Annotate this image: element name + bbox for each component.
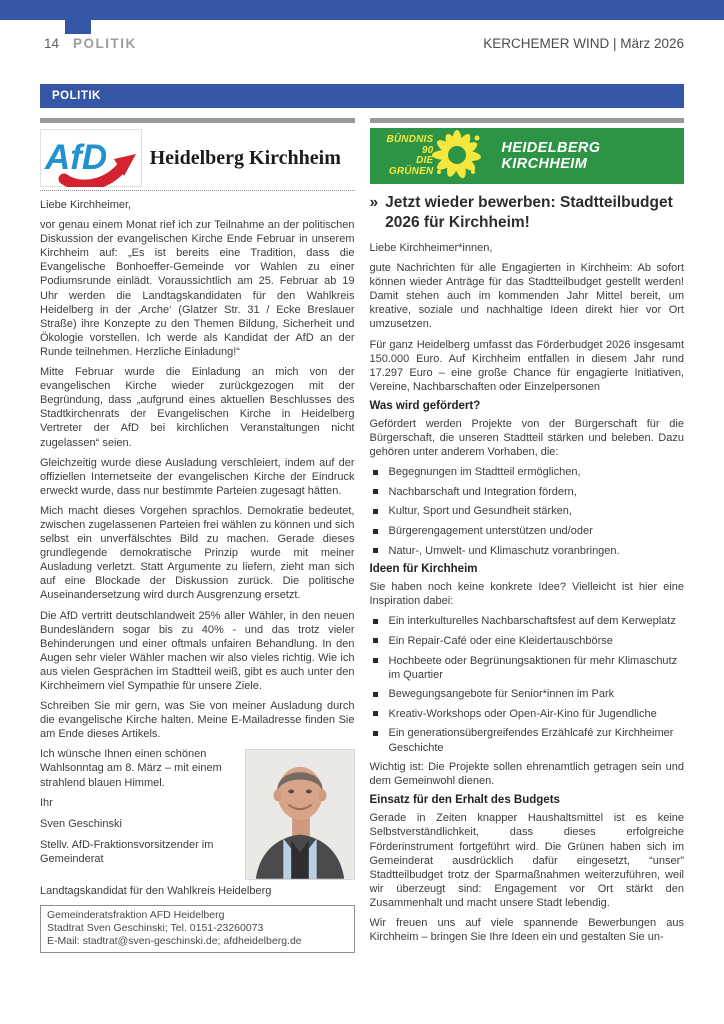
afd-paragraph: Mich macht dieses Vorgehen sprachlos. Demokratie bedeutet, zwischen zugelassenen Parteien frei wählen zu können und sich selbst ein unverfälschtes Bild zu machen. Gerade dieses grundlegende demokratische Prinzip wurde mit meiner Ausladung verletzt. Statt Argumente zu liefern, zieht man sich auf eine Blockade der Diskussion zurück. Die politische Auseinandersetzung wird durch Ausgrenzung ersetzt. [40, 504, 355, 602]
closing-salute: Ihr [40, 796, 53, 809]
top-accent-tab [65, 20, 91, 34]
gruene-salutation: Liebe Kirchheimer*innen, [369, 242, 493, 254]
gruene-paragraph: Gerade in Zeiten knapper Haushaltsmittel ist es keine Selbstverständlichkeit, dass dieses erfolgreiche Förderinstrument fortgeführt wird. Die Grünen haben sich im Gemeinderat ausdrücklich dafür eingesetzt, “unser” Stadtteilbudget trotz der Sparmaßnahmen weiterzuführen, weil wir überzeugt sind: Engagement vor Ort stärkt den Zusammenhalt und macht unsere Stadt lebendig. [369, 812, 684, 909]
page-number: 14 [44, 36, 60, 51]
square-bullet-icon [373, 692, 378, 697]
bullet-item [370, 485, 685, 499]
bullet-text: Nachbarschaft und Integration fördern, [388, 485, 577, 498]
contact-line: E-Mail: stadtrat@sven-geschinski.de; afdheidelberg.de [47, 935, 302, 948]
gruene-paragraph: Wichtig ist: Die Projekte sollen ehrenamtlich getragen sein und dem Gemeinwohl dienen. [369, 761, 684, 788]
gruene-logo [378, 128, 484, 184]
bullet-text: Ein interkulturelles Nachbarschaftsfest auf dem Kerweplatz [388, 615, 676, 628]
bullet-text: Kreativ-Workshops oder Open-Air-Kino für Jugendliche [388, 707, 657, 720]
subhead-gefoerdert: Was wird gefördert? [369, 399, 481, 412]
afd-paragraph: Mitte Februar wurde die Einladung an mich von der evangelischen Kirche wieder zurückgezogen mit der Begründung, dass „aufgrund eines aktuellen Beschlusses des Stadtkirchenrats der Evangelischen Kirche in Heidelberg Vertreter der AfD bei kirchlichen Veranstaltungen nicht zugelassen“ seien. [40, 366, 355, 449]
square-bullet-icon [373, 658, 378, 663]
bullet-list-gefoerdert [370, 465, 685, 557]
afd-paragraph: Die AfD vertritt deutschlandweit 25% aller Wähler, in den neuen Bundesländern sogar bis zu 40% - und das trotz vieler Behinderungen und einer oftmals unfairen Behandlung. In den Augen sehr vieler Wähler machen wir also vieles richtig. Wie ich aus vielen Gesprächen im Stadtteil weiß, gibt es auch unter den Kirchheimern viel Sympathie für unsere Ziele. [40, 609, 355, 692]
section-banner-label: POLITIK [52, 90, 101, 102]
gruene-banner-title: HEIDELBERG KIRCHHEIM [501, 140, 601, 172]
gruene-paragraph: Sie haben noch keine konkrete Idee? Vielleicht ist hier eine Inspiration dabei: [369, 581, 684, 608]
gruene-banner [370, 128, 685, 184]
column-rule [370, 118, 685, 123]
square-bullet-icon [373, 529, 378, 534]
author-role-2: Landtagskandidat für den Wahlkreis Heidelberg [40, 885, 272, 898]
subhead-einsatz: Einsatz für den Erhalt des Budgets [369, 794, 560, 807]
afd-article [40, 118, 355, 953]
bullet-text: Natur-, Umwelt- und Klimaschutz voranbringen. [388, 544, 620, 557]
afd-masthead-title: Heidelberg Kirchheim [149, 146, 341, 169]
square-bullet-icon [373, 619, 378, 624]
bullet-item [370, 707, 685, 721]
bullet-item [370, 504, 685, 518]
afd-logo-icon [40, 129, 142, 187]
svg-text:AfD: AfD [45, 138, 108, 177]
gruene-headline [370, 193, 685, 232]
gruene-logo-line1: BÜNDNIS 90 [386, 134, 434, 156]
gruene-article [370, 118, 685, 953]
gruene-paragraph: Wir freuen uns auf viele spannende Bewerbungen aus Kirchheim – bringen Sie Ihre Ideen ein und gestalten Sie un- [369, 916, 684, 944]
dotted-separator [40, 190, 355, 191]
bullet-item [370, 654, 685, 682]
afd-salutation: Liebe Kirchheimer, [40, 199, 132, 211]
gruene-paragraph: Gefördert werden Projekte von der Bürgerschaft für die Bürgerschaft, die unseren Stadtteil stärken und beleben. Dazu gehören unter anderem Vorhaben, die: [369, 417, 684, 459]
bullet-text: Bewegungsangebote für Senior*innen im Park [388, 688, 615, 701]
bullet-text: Hochbeete oder Begrünungsaktionen für mehr Klimaschutz im Quartier [388, 654, 678, 681]
square-bullet-icon [373, 711, 378, 716]
subhead-ideen: Ideen für Kirchheim [369, 563, 478, 576]
square-bullet-icon [373, 509, 378, 514]
section-banner [40, 84, 684, 108]
afd-header [40, 128, 355, 188]
bullet-item [370, 614, 685, 628]
bullet-item [370, 634, 685, 648]
gruene-logo-text [378, 135, 434, 177]
square-bullet-icon [373, 548, 378, 553]
bullet-item [370, 687, 685, 701]
afd-contact-box [40, 905, 355, 953]
page-header [0, 20, 724, 54]
closing-block [40, 747, 355, 884]
gruene-paragraph: Für ganz Heidelberg umfasst das Förderbudget 2026 insgesamt 150.000 Euro. Auf Kirchheim entfallen in diesem Jahr rund 17.297 Euro – eine große Chance für engagierte Initiativen, Vereine, Nachbarschaften oder Einzelpersonen [369, 338, 684, 393]
bullet-list-ideen [370, 614, 685, 754]
bullet-item [370, 524, 685, 538]
bullet-text: Begegnungen im Stadtteil ermöglichen, [388, 466, 581, 479]
square-bullet-icon [373, 638, 378, 643]
masthead: KERCHEMER WIND | März 2026 [483, 36, 684, 51]
headline-marker: » [369, 194, 379, 211]
author-name: Sven Geschinski [40, 817, 122, 830]
bullet-text: Ein Repair-Café oder eine Kleidertauschbörse [388, 634, 613, 647]
section-label: POLITIK [73, 36, 137, 51]
afd-paragraph: Gleichzeitig wurde diese Ausladung verschleiert, indem auf der offiziellen Internetseite der evangelischen Kirche der Eindruck erweckt wurde, dass nur bestimmte Parteien zugesagt hätten. [40, 456, 355, 497]
bullet-text: Bürgerengagement unterstützen und/oder [388, 525, 593, 537]
bullet-item [370, 465, 685, 479]
sunflower-icon [429, 128, 483, 184]
square-bullet-icon [373, 731, 378, 736]
author-portrait-photo [245, 749, 355, 880]
column-rule [40, 118, 355, 123]
article-columns [0, 108, 724, 953]
bullet-item [370, 544, 685, 558]
bullet-text: Kultur, Sport und Gesundheit stärken, [388, 505, 572, 518]
contact-line: Gemeinderatsfraktion AFD Heidelberg [47, 909, 225, 922]
top-accent-bar [0, 0, 724, 20]
author-role: Stellv. AfD-Fraktionsvorsitzender im Gemeinderat [40, 838, 214, 865]
contact-line: Stadtrat Sven Geschinski; Tel. 0151-23260073 [47, 922, 264, 935]
square-bullet-icon [373, 489, 378, 494]
bullet-item [370, 726, 685, 754]
gruene-logo-line2: DIE GRÜNEN [388, 155, 434, 177]
afd-paragraph: Schreiben Sie mir gern, was Sie von meiner Ausladung durch die evangelische Kirche halten. Meine E-Mailadresse finden Sie am Ende dieses Artikels. [40, 700, 355, 741]
afd-paragraph: Ich wünsche Ihnen einen schönen Wahlsonntag am 8. März – mit einem strahlend blauen Himmel. [40, 748, 222, 789]
gruene-paragraph: gute Nachrichten für alle Engagierten in Kirchheim: Ab sofort können wieder Anträge für das Stadtteilbudget gestellt werden! Damit stehen auch im kommenden Jahr Mittel bereit, um kreative, soziale und nachhaltige Ideen direkt hier vor Ort umzusetzen. [369, 262, 684, 331]
square-bullet-icon [373, 470, 378, 475]
headline-text: Jetzt wieder bewerben: Stadtteilbudget 2026 für Kirchheim! [385, 194, 673, 231]
afd-paragraph: vor genau einem Monat rief ich zur Teilnahme an der politischen Diskussion der evangelischen Kirche Ende Februar in unserem Kirchheim auf: „Es ist bereits eine Tradition, dass die Evangelische Bonhoeffer-Gemeinde vor Wahlen zu einer Podiumsrunde einlädt. Voraussichtlich am 25. Februar ab 19 Uhr werden die Landtagskandidaten für den Wahlkreis Heidelberg in der ‚Arche‘ (Glatzer Str. 31 / Ecke Breslauer Straße) ihre Konzepte zu den Themen Bildung, Sicherheit und Ökologie vorstellen. Ich werde als Kandidat der AfD an der Runde teilnehmen. Herzliche Einladung!“ [40, 219, 355, 358]
bullet-text: Ein generationsübergreifendes Erzählcafé zur Kirchheimer Geschichte [388, 727, 674, 754]
